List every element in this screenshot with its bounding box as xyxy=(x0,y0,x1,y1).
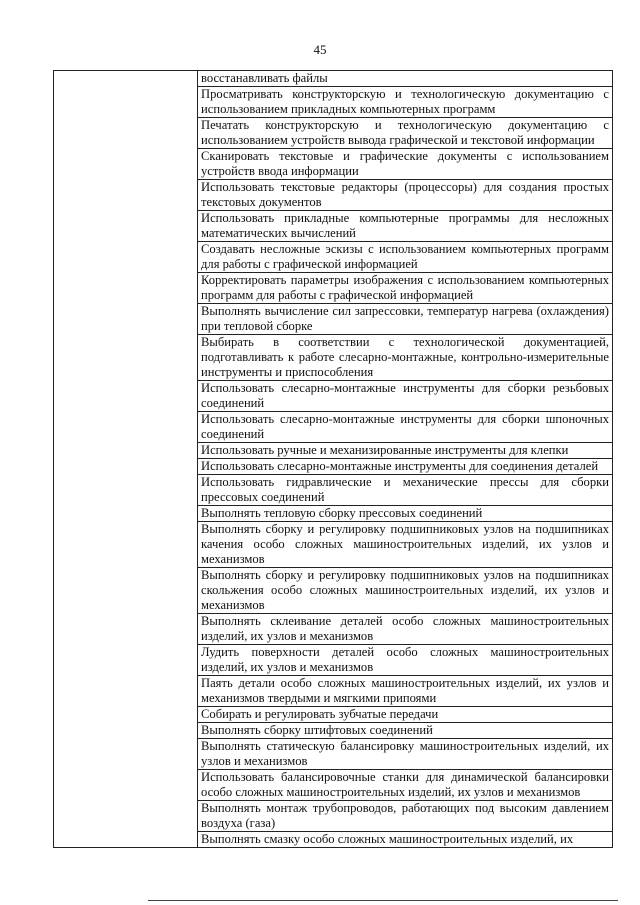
table-row: Сканировать текстовые и графические документы с использованием устройств ввода информации xyxy=(197,149,612,180)
page-bottom-rule xyxy=(148,900,618,901)
table-row: Использовать балансировочные станки для динамической балансировки особо сложных машиностроительных изделий, их узлов и механизмов xyxy=(197,770,612,801)
page-number: 45 xyxy=(313,42,327,57)
table-row: Печатать конструкторскую и технологическую документацию с использованием устройств вывода графической и текстовой информации xyxy=(197,118,612,149)
table-row: восстанавливать файлы xyxy=(197,71,612,87)
table-row: Выполнять тепловую сборку прессовых соединений xyxy=(197,506,612,522)
table-row: Выполнять вычисление сил запрессовки, температур нагрева (охлаждения) при тепловой сборке xyxy=(197,304,612,335)
table-row: Выполнять склеивание деталей особо сложных машиностроительных изделий, их узлов и механизмов xyxy=(197,614,612,645)
table-row: Просматривать конструкторскую и технологическую документацию с использованием прикладных компьютерных программ xyxy=(197,87,612,118)
table-row: Использовать ручные и механизированные инструменты для клепки xyxy=(197,443,612,459)
table-left-column xyxy=(53,71,198,847)
table-row: Выполнять статическую балансировку машиностроительных изделий, их узлов и механизмов xyxy=(197,739,612,770)
table-row: Использовать слесарно-монтажные инструменты для сборки резьбовых соединений xyxy=(197,381,612,412)
table-row: Выполнять смазку особо сложных машиностроительных изделий, их xyxy=(201,832,574,846)
table-row: Лудить поверхности деталей особо сложных машиностроительных изделий, их узлов и механизмов xyxy=(197,645,612,676)
table-row: Корректировать параметры изображения с использованием компьютерных программ для работы с графической информацией xyxy=(197,273,612,304)
table-row: Выполнять сборку и регулировку подшипниковых узлов на подшипниках скольжения особо сложных машиностроительных изделий, их узлов и механизмов xyxy=(197,568,612,614)
skills-table xyxy=(53,70,613,848)
table-row: Выполнять сборку и регулировку подшипниковых узлов на подшипниках качения особо сложных машиностроительных изделий, их узлов и механизмов xyxy=(197,522,612,568)
table-row: Использовать слесарно-монтажные инструменты для соединения деталей xyxy=(197,459,612,475)
table-right-column xyxy=(197,71,613,847)
table-row: Собирать и регулировать зубчатые передачи xyxy=(197,707,612,723)
table-row: Использовать гидравлические и механические прессы для сборки прессовых соединений xyxy=(197,475,612,506)
table-row: Выполнять монтаж трубопроводов, работающих под высоким давлением воздуха (газа) xyxy=(197,801,612,832)
table-row: Выполнять сборку штифтовых соединений xyxy=(197,723,612,739)
table-row: Выбирать в соответствии с технологической документацией, подготавливать к работе слесарно-монтажные, контрольно-измерительные инструменты и приспособления xyxy=(197,335,612,381)
table-row: Использовать текстовые редакторы (процессоры) для создания простых текстовых документов xyxy=(197,180,612,211)
table-row: Использовать слесарно-монтажные инструменты для сборки шпоночных соединений xyxy=(197,412,612,443)
table-row: Паять детали особо сложных машиностроительных изделий, их узлов и механизмов твердыми и мягкими припоями xyxy=(197,676,612,707)
table-row: Создавать несложные эскизы с использованием компьютерных программ для работы с графической информацией xyxy=(197,242,612,273)
table-row: Использовать прикладные компьютерные программы для несложных математических вычислений xyxy=(197,211,612,242)
